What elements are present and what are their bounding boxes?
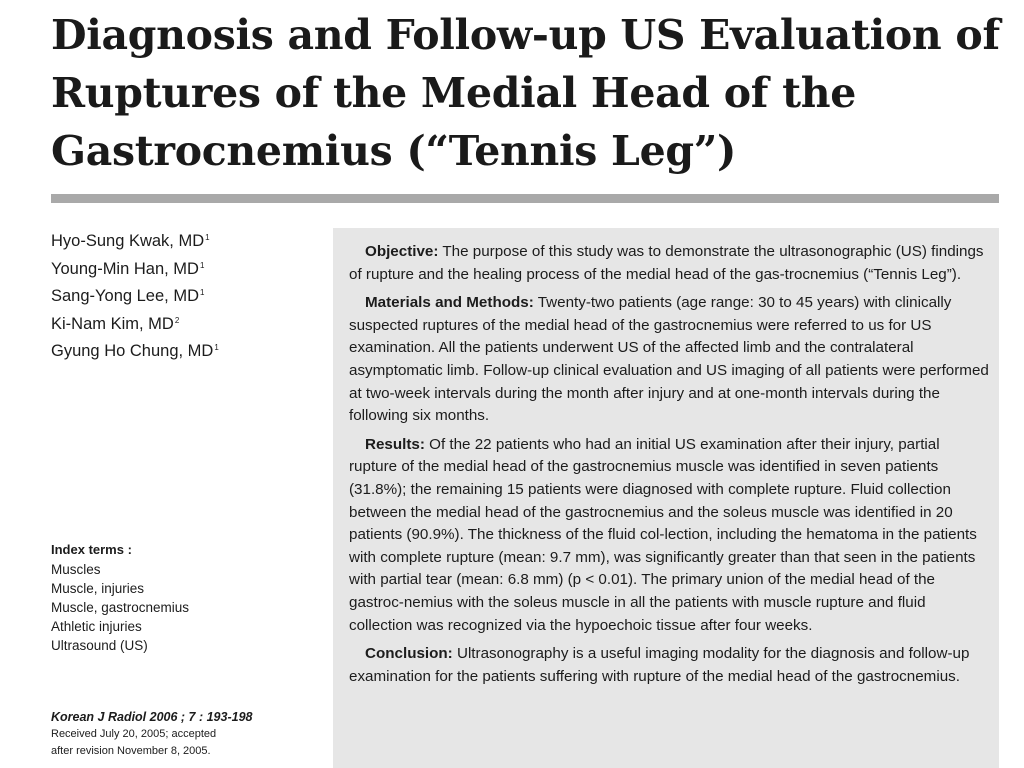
index-term: Muscle, injuries: [51, 581, 145, 596]
results-text: Of the 22 patients who had an initial US examination after their injury, partial rupture of the medial head of the gastrocnemius muscle was identified in seven patients (31.8%); the remaining 15 patients were diagnosed with complete rupture. Fluid collection between the medial head of the gastrocnemius and the soleus muscle was identified in 20 patients (90.9%). The thickness of the fluid col-lection, including the hematoma in the patients with complete rupture (mean: 9.7 mm), was significantly greater than that seen in the patients with partial tear (mean: 6.8 mm) (p < 0.01). The primary union of the medial head of the gastroc-nemius with the soleus muscle in all the patients with muscle rupture and fluid collection was recognized via the hypoechoic tissue after four weeks.: [349, 435, 977, 634]
author-name: Gyung Ho Chung, MD: [51, 342, 214, 360]
title-line: Gastrocnemius (“Tennis Leg”): [51, 127, 737, 175]
index-term: Muscle, gastrocnemius: [51, 600, 190, 615]
methods-label: Materials and Methods:: [365, 294, 534, 312]
abstract-results: [349, 434, 989, 637]
index-terms: [51, 541, 311, 655]
revision-date: after revision November 8, 2005.: [51, 745, 211, 757]
methods-text: Twenty-two patients (age range: 30 to 45 years) with clinically suspected ruptures of the medial head of the gastrocnemius were referred to us for US examination. All the patients underwent US of the affected limb and the contralateral asymptomatic limb. Follow-up clinical evaluation and US imaging of all patients were performed at two-week intervals during the month after injury and at one-month intervals during the following six months.: [349, 294, 989, 425]
affiliation-mark: 2: [174, 315, 180, 325]
author: [51, 281, 311, 309]
abstract-methods: [349, 292, 989, 428]
author-name: Young-Min Han, MD: [51, 259, 199, 278]
title-line: Diagnosis and Follow-up US Evaluation of: [51, 11, 1000, 59]
author: [51, 226, 311, 254]
index-term: Ultrasound (US): [51, 638, 148, 653]
citation-block: [51, 708, 321, 760]
results-label: Results:: [365, 435, 425, 453]
affiliation-mark: 1: [199, 260, 205, 270]
objective-label: Objective:: [365, 243, 439, 260]
objective-text: The purpose of this study was to demonstrate the ultrasonographic (US) findings of rupture and the healing process of the medial head of the gas-trocnemius (“Tennis Leg”).: [349, 243, 984, 283]
author: [51, 309, 311, 337]
author-list: [51, 226, 311, 364]
conclusion-label: Conclusion:: [365, 645, 453, 663]
author-name: Ki-Nam Kim, MD: [51, 314, 174, 333]
affiliation-mark: 1: [214, 343, 219, 352]
title-divider: [51, 194, 999, 203]
article-title: [51, 6, 1011, 180]
affiliation-mark: 1: [200, 288, 205, 297]
abstract: [349, 241, 989, 694]
affiliation-mark: 1: [205, 233, 210, 242]
abstract-objective: [349, 241, 989, 286]
received-date: Received July 20, 2005; accepted: [51, 728, 217, 740]
title-line: Ruptures of the Medial Head of the: [51, 69, 857, 117]
index-term: Athletic injuries: [51, 619, 142, 634]
conclusion-text: Ultrasonography is a useful imaging modality for the diagnosis and follow-up examination for the patients suffering with rupture of the medial head of the gastrocnemius.: [349, 645, 970, 685]
index-term: Muscles: [51, 562, 101, 577]
index-terms-heading: Index terms :: [51, 542, 132, 557]
abstract-conclusion: [349, 643, 989, 688]
author: [51, 336, 311, 364]
author: [51, 254, 311, 282]
journal-citation: Korean J Radiol 2006 ; 7 : 193-198: [51, 710, 253, 724]
author-name: Hyo-Sung Kwak, MD: [51, 232, 205, 250]
author-name: Sang-Yong Lee, MD: [51, 287, 199, 305]
